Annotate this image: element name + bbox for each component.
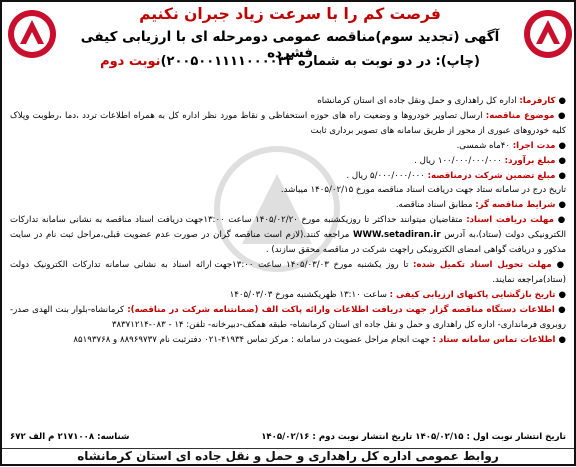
website-link[interactable]: WWW.setadiran.ir <box>353 230 441 241</box>
duration-row: ● مدت اجرا: ۴۰ماه شمسی. <box>456 140 566 151</box>
tender-number: (چاپ): در دو نوبت به شماره ۲۰۰۵۰۰۱۱۱۱۰۰۰۰۳۳) <box>160 54 480 69</box>
subject-row: ● موضوع مناقصه: ارسال تصاویر خودروها و وضعیت راه های حوزه استحفاظی و نقاط مورد نظر اداره کل به همراه اطلاعات تردد ،دما ،رطوبت وپلاک کلیه خودروهای عبوری از محور از طریق سامانه های تصویر برداری ثابت <box>10 110 567 136</box>
ad-body <box>10 94 566 429</box>
tender-title: آگهی (تجدید سوم)مناقصه عمومی دومرحله ای با ارزیابی کیفی فشرده <box>80 29 500 61</box>
public-relations-banner: روابط عمومی اداره کل راهداری و حمل و نقل جاده ای استان کرمانشاه <box>2 448 574 467</box>
info-row: ● اطلاعات دستگاه مناقصه گزار جهت دریافت اطلاعات وارائه پاکت الف (ضمانتنامه شرکت در مناقصه): کرمانشاه-بلوار بنت الهدی صدر- روبروی فرمانداری- اداره کل راهداری و حمل و نقل جاده ای استان کرمانشاه- طبقه همکف-دبیرخانه- تلفن: ۱۴ - ۰۸۳-۳۸۳۷۱۲۱۴ <box>10 304 567 330</box>
publish-row: تاریخ درج در سامانه ستاد جهت دریافت اسناد مناقصه مورخ ۱۴۰۵/۰۲/۱۵ میباشد. <box>280 185 566 196</box>
opening-row: ● تاریخ بازگشایی پاکتهای ارزیابی کیفی : ساعت ۱۳:۱۰ ظهریکشنبه مورخ ۱۴۰۵/۰۳/۰۳ <box>229 289 566 300</box>
estimate-row: ● مبلغ برآورد: ۱۰۰/۰۰۰/۰۰۰/۰۰۰ ریال . <box>414 155 566 166</box>
headline: فرصت کم را با سرعت زیاد جبران نکنیم <box>139 5 441 23</box>
publication-info <box>10 432 566 446</box>
receive-row: ● مهلت دریافت اسناد: متقاضیان میتوانند حداکثر تا روزیکشنبه مورخ ۱۴۰۵/۰۲/۲۰ ساعت ۱۳:۰۰جهت دریافت اسناد مناقصه به نشانی سامانه تدارکات الکترونیکی دولت (ستاد)،به آدرس WWW.setadiran.ir مراجعه کنند.(لازم است مناقصه گران در صورت عدم عضویت قبلی،مراحل ثبت نام در سایت مذکور و دریافت گواهی امضای الکترونیکی راجهت شرکت در مناقصه محقق سازند) . <box>10 215 567 256</box>
employer-row: ● کارفرما: اداره کل راهداری و حمل ونقل جاده ای استان کرمانشاه <box>317 96 566 106</box>
ad-identifier: شناسه: ۲۱۷۱۰۰۸ م الف ۶۷۲ <box>10 432 130 442</box>
ad-header <box>2 2 576 94</box>
conditions-row: ● شرایط مناقصه گر: مطابق اسناد مناقصه. <box>395 200 566 211</box>
contact-row: ● اطلاعات تماس سامانه ستاد : جهت انجام مراحل عضویت در سامانه : مرکز تماس ۴۱۹۳۴-۰۲۱ دفترثبت نام ۸۸۹۶۹۷۳۷ و ۸۵۱۹۳۷۶۸ <box>73 334 566 345</box>
guarantee-row: ● مبلغ تضمین شرکت درمناقصه: ۵/۰۰۰/۰۰۰/۰۰۰ ریال . <box>346 170 566 181</box>
road-organization-logo-icon <box>6 8 58 60</box>
road-organization-logo-icon <box>522 8 574 60</box>
deliver-row: ● مهلت تحویل اسناد تکمیل شده: تا روز یکشنبه مورخ ۱۴۰۵/۰۳/۰۳ ساعت ۱۳:۰۰جهت ارائه اسناد به نشانی سامانه تدارکات الکترونیک دولت (ستاد)مراجعه نمایند. <box>10 259 567 285</box>
tender-number-line <box>62 54 518 69</box>
publication-dates: تاریخ انتشار نوبت اول : ۱۴۰۵/۰۲/۱۵ تاریخ انتشار نوبت دوم : ۱۴۰۵/۰۲/۱۶ <box>261 432 566 442</box>
round-label: نوبت دوم <box>100 54 161 69</box>
